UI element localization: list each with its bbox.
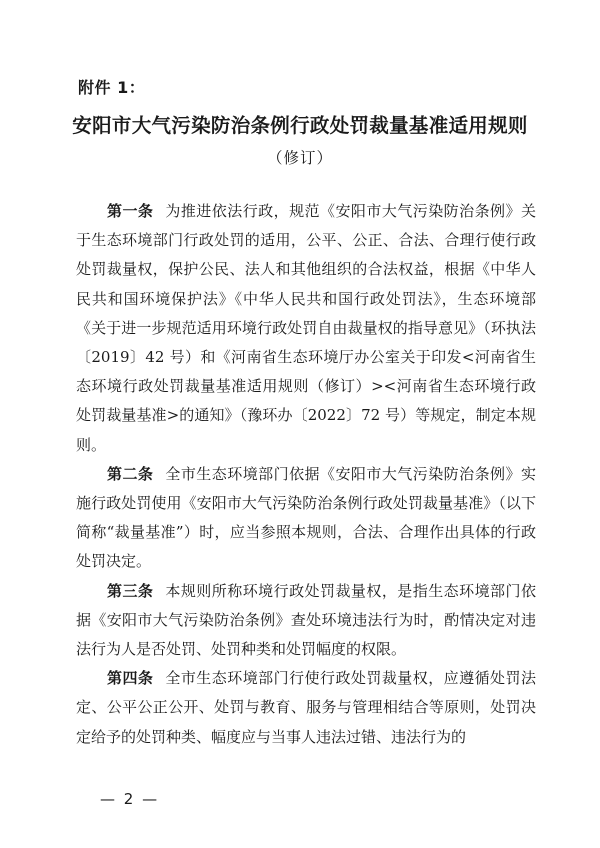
article-text: 为推进依法行政，规范《安阳市大气污染防治条例》关于生态环境部门行政处罚的适用，公平、公正、合法、合理行使行政处罚裁量权，保护公民、法人和其他组织的合法权益，根据《中华人民共和国环境保护法》《中华人民共和国行政处罚法》，生态环境部《关于进一步规范适用环境行政处罚自由裁量权的指导意见》（环执法〔2019〕42 号）和《河南省生态环境厅办公室关于印发<河南省生态环境行政处罚裁量基准适用规则（修订）><河南省生态环境行政处罚裁量基准>的通知》（豫环办〔2022〕72 号）等规定，制定本规则。 [76, 202, 536, 454]
document-title: 安阳市大气污染防治条例行政处罚裁量基准适用规则 [72, 114, 528, 137]
document-subtitle: （修订） [266, 149, 333, 167]
article-3 [76, 577, 536, 665]
article-heading: 第四条 [107, 669, 154, 688]
article-text: 全市生态环境部门依据《安阳市大气污染防治条例》实施行政处罚使用《安阳市大气污染防治条例行政处罚裁量基准》（以下简称“裁量基准”）时，应当参照本规则，合法、合理作出具体的行政处罚决定。 [76, 464, 536, 571]
article-1 [76, 197, 536, 460]
document-body [76, 197, 536, 752]
article-text: 本规则所称环境行政处罚裁量权，是指生态环境部门依据《安阳市大气污染防治条例》查处环境违法行为时，酌情决定对违法行为人是否处罚、处罚种类和处罚幅度的权限。 [76, 581, 536, 659]
article-text: 全市生态环境部门行使行政处罚裁量权，应遵循处罚法定、公平公正公开、处罚与教育、服务与管理相结合等原则，处罚决定给予的处罚种类、幅度应与当事人违法过错、违法行为的 [76, 669, 536, 746]
attachment-label: 附件 1： [78, 78, 146, 97]
article-4 [76, 664, 536, 752]
article-heading: 第二条 [107, 464, 154, 483]
article-heading: 第一条 [107, 202, 154, 220]
page-number: — 2 — [100, 790, 160, 808]
article-heading: 第三条 [107, 581, 154, 600]
article-2 [76, 460, 536, 577]
